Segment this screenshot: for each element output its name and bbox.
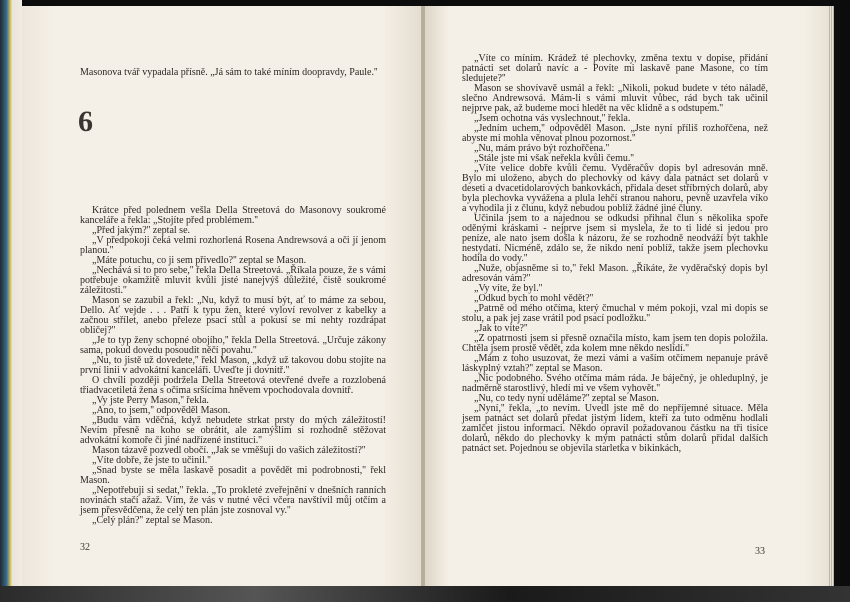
- page-stack-edge: [828, 6, 834, 586]
- paragraph: Mason se shovívavě usmál a řekl: „Nikoli, pokud budete v této náladě, slečno Andrewsová. Mám-li s vámi mluvit vůbec, rád bych tak učinil nejprve pak, až budeme moci hledět na věc klidně a s odstupem.'': [462, 83, 768, 114]
- paragraph: „Celý plán?'' zeptal se Mason.: [92, 515, 213, 526]
- left-intro: [80, 68, 386, 78]
- paragraph: „Nuže, objasněme si to,'' řekl Mason. „Říkáte, že vyděračský dopis byl adresován vám?'': [462, 263, 768, 284]
- paragraph: „Budu vám vděčná, když nebudete strkat prsty do mých záležitostí! Nevím přesně na koho se obrátit, ale zamýšlím si rozhodně stěžovat advokátní komoře či jiné nadřízené instituci.'': [80, 415, 386, 446]
- paragraph: „Odkud bych to mohl vědět?'': [474, 293, 594, 304]
- paragraph: „Jak to víte?'': [474, 323, 528, 334]
- paragraph: „Nu, co tedy nyní uděláme?'' zeptal se Mason.: [474, 393, 659, 404]
- background-strip: [0, 586, 850, 602]
- paragraph: „Vy jste Perry Mason,'' řekla.: [92, 395, 209, 406]
- paragraph: „Víte velice dobře kvůli čemu. Vyděračův dopis byl adresován mně. Bylo mi uloženo, abych do plechovky od kávy dala patnáct set dolarů v deseti a dvacetidolarových bankovkách, přidala deset stříbrných dolarů, aby byla plechovka vyvážena a plula lehčí stranou nahoru, pevně uzavřela víko a vyhodila ji z člunu, když nebudou poblíž žádné jiné čluny.: [462, 163, 768, 214]
- book-edge-left: [0, 0, 22, 590]
- paragraph: „Nic podobného. Svého otčíma mám ráda. Je báječný, je ohleduplný, je nadměrně starostlivý, hledí mi ve všem vyhovět.'': [462, 373, 768, 394]
- paragraph: „Máte potuchu, co ji sem přivedlo?'' zeptal se Mason.: [92, 255, 307, 266]
- paragraph: „Vy víte, že byl.'': [474, 283, 543, 294]
- left-body-text: [80, 206, 386, 526]
- paragraph: „Nu, mám právo být rozhořčena.'': [474, 143, 610, 154]
- paragraph: „Nepotřebuji si sedat,'' řekla. „To prokleté zveřejnění v dnešních ranních novinách stačí ažaž. Vím, že vás v nutné věci včera navštívil můj otčím a jsem přesvědčena, že celý ten plán jste zosnoval vy.'': [80, 485, 386, 516]
- paragraph: „Mám z toho usuzovat, že mezi vámi a vaším otčímem nepanuje právě láskyplný vztah?'' zeptal se Mason.: [462, 353, 768, 374]
- paragraph: „Nechává si to pro sebe,'' řekla Della Streetová. „Říkala pouze, že s vámi potřebuje okamžitě mluvit kvůli jisté nanejvýš důležité, čistě soukromé záležitosti.'': [80, 265, 386, 296]
- paragraph: „Snad byste se měla laskavě posadit a povědět mi podrobnosti,'' řekl Mason.: [80, 465, 386, 486]
- page-number-left: 32: [80, 542, 90, 553]
- paragraph: Krátce před polednem vešla Della Streetová do Masonovy soukromé kanceláře a řekla: „Stojíte před problémem.'': [80, 205, 386, 226]
- chapter-number: 6: [78, 105, 93, 138]
- right-page: [425, 6, 828, 586]
- paragraph: „Víte co míním. Krádež té plechovky, změna textu v dopise, přidání patnácti set dolarů navíc a - Povíte mi laskavě pane Masone, co tím sledujete?'': [462, 53, 768, 84]
- paragraph: „Stále jste mi však neřekla kvůli čemu.'': [474, 153, 634, 164]
- paragraph: „Nu, to jistě už dovedete,'' řekl Mason, „když už takovou dobu stojíte na první linii v advokátní kanceláři. Uveďte ji dovnitř.'': [80, 355, 386, 376]
- paragraph: „Víte dobře, že jste to učinil.'': [92, 455, 211, 466]
- paragraph: „Ano, to jsem,'' odpověděl Mason.: [92, 405, 231, 416]
- paragraph: „Jedním uchem,'' odpověděl Mason. „Jste nyní příliš rozhořčena, než abyste mi mohla věnovat plnou pozornost.'': [462, 123, 768, 144]
- paragraph: „Jsem ochotna vás vyslechnout,'' řekla.: [474, 113, 631, 124]
- page-number-right: 33: [755, 546, 765, 557]
- paragraph: Mason tázavě pozvedl obočí. „Jak se vměšuji do vašich záležitostí?'': [92, 445, 366, 456]
- paragraph: Učinila jsem to a najednou se odkudsi přihnal člun s několika spoře oděnými kráskami - nejprve jsem si myslela, že to ti lidé si jedou pro peníze, ale nato jsem došla k názoru, že se rozhodně neodváží být takhle nestydatí. Nicméně, zdálo se, že nikdo není poblíž, takže jsem plechovku hodila do vody.'': [462, 213, 768, 264]
- paragraph: „Z opatrnosti jsem si přesně označila místo, kam jsem ten dopis položila. Chtěla jsem prostě vědět, zda kolem mne někdo neslídí.'': [462, 333, 768, 354]
- paragraph: „V předpokoji čeká velmi rozhorlená Rosena Andrewsová a oči jí jenom planou.'': [80, 235, 386, 256]
- left-page: [22, 6, 421, 586]
- paragraph: „Je to typ ženy schopné obojího,'' řekla Della Streetová. „Určuje zákony sama, pokud dovedu posoudit něčí povahu.'': [80, 335, 386, 356]
- paragraph: Mason se zazubil a řekl: „Nu, když to musí být, ať to máme za sebou, Dello. Ať vejde . . . Patří k typu žen, které vyloví revolver z kabelky a začnou střílet, anebo přeleze psací stůl a pokusí se mi nehty rozdrápat obličej?'': [80, 295, 386, 336]
- paragraph: „Před jakým?'' zeptal se.: [92, 225, 191, 236]
- paragraph: „Patrně od mého otčíma, který čmuchal v mém pokoji, vzal mi dopis se stolu, a pak jej zase vrátil pod psací podložku.'': [462, 303, 768, 324]
- right-body-text: [462, 54, 768, 454]
- paragraph: „Nyní,'' řekla, „to nevím. Uvedl jste mě do nepříjemné situace. Měla jsem patnáct set dolarů předat jistým lidem, kteří za tuto odměnu hodlali zamlčet jistou informaci. Někdo opravil požadovanou částku na tři tisíce dolarů, někdo do plechovky k mým patnácti stům dolarů přidal dalších patnáct set. Pojednou se objevila starletka v bikinkách,: [462, 403, 768, 454]
- paragraph: Masonova tvář vypadala přísně. „Já sám to také míním doopravdy, Paule.'': [80, 67, 378, 78]
- paragraph: O chvíli později podržela Della Streetová otevřené dveře a rozzlobená třiadvacetiletá žena s očima sršícíma hněvem vpochodovala dovnitř.: [80, 375, 386, 396]
